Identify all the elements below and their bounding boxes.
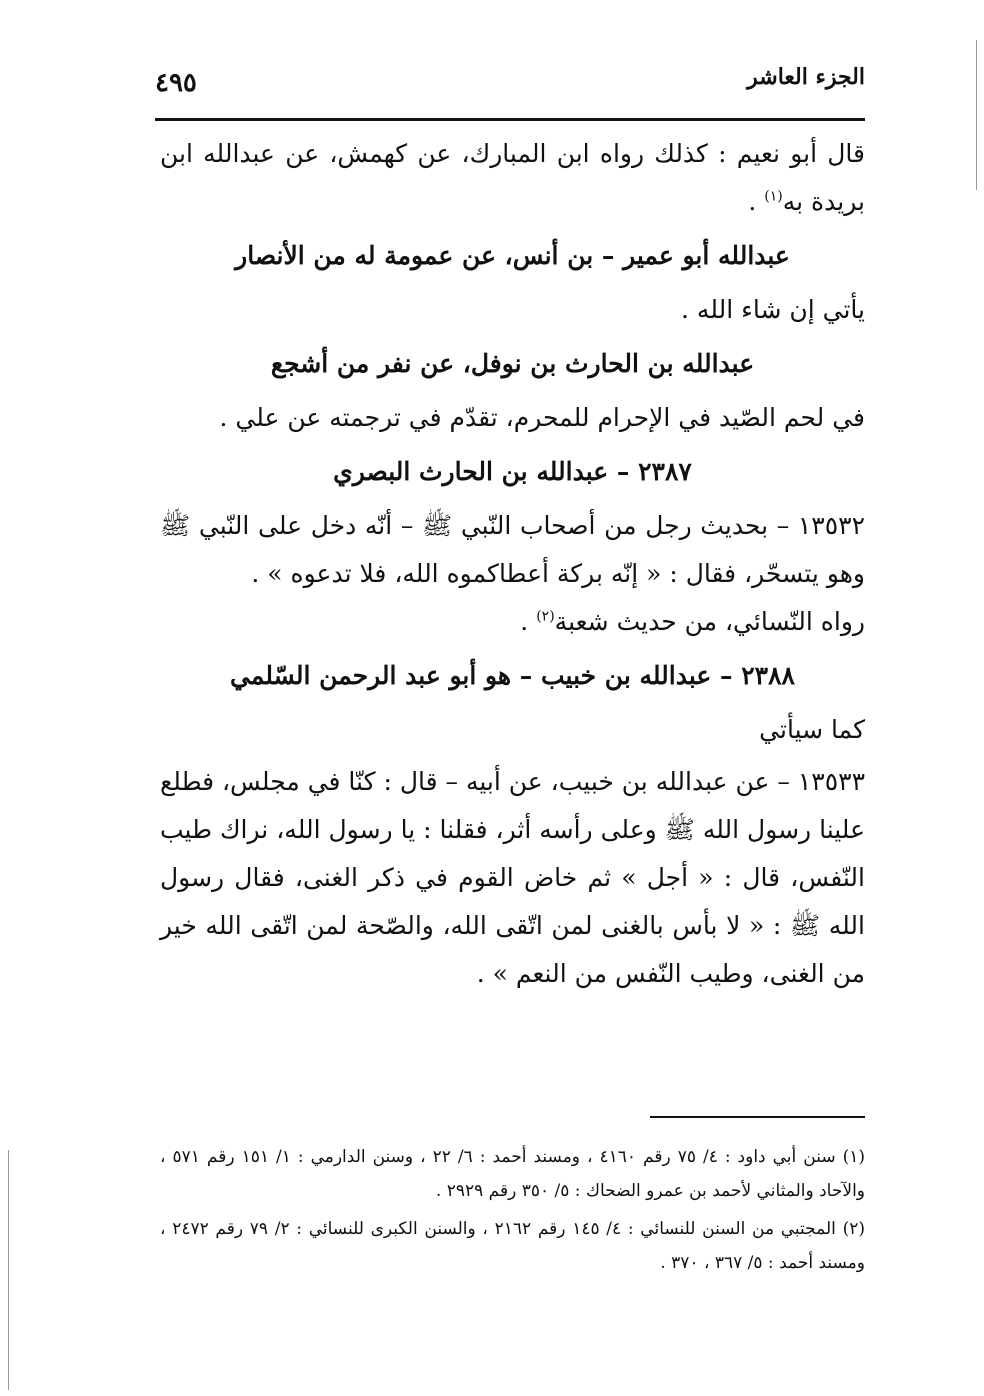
paragraph-text: قال أبو نعيم : كذلك رواه ابن المبارك، عن كهمش، عن عبدالله ابن بريدة به <box>160 139 865 216</box>
footnote: (٢) المجتبي من السنن للنسائي : ٤/ ١٤٥ رقم ٢١٦٢ ، والسنن الكبرى للنسائي : ٢/ ٧٩ رقم ٢٤٧٢ ، ومسند أحمد : ٥/ ٣٦٧ ، ٣٧٠ . <box>160 1219 865 1273</box>
paragraph: في لحم الصّيد في الإحرام للمحرم، تقدّم في ترجمته عن علي . <box>219 403 865 432</box>
footnote-ref: (٢) <box>536 608 555 625</box>
paragraph-end: . <box>748 187 765 216</box>
page-header <box>155 62 865 106</box>
paragraph-text: رواه النّسائي، من حديث شعبة <box>554 607 865 636</box>
paragraph: كما سيأتي <box>759 715 865 744</box>
paragraph <box>160 598 865 646</box>
paragraph <box>160 130 865 226</box>
paragraph: يأتي إن شاء الله . <box>681 295 865 324</box>
hadith-paragraph: ١٣٥٣٢ – بحديث رجل من أصحاب النّبي ﷺ – أنّه دخل على النّبي ﷺ وهو يتسحّر، فقال : « إنّه بركة أعطاكموه الله، فلا تدعوه » . <box>160 511 865 588</box>
paragraph-end: . <box>520 607 537 636</box>
hadith-paragraph: ١٣٥٣٣ – عن عبدالله بن خبيب، عن أبيه – قال : كنّا في مجلس، فطلع علينا رسول الله ﷺ وعلى رأسه أثر، فقلنا : يا رسول الله، نراك طيب النّفس، قال : « أجل » ثم خاض القوم في ذكر الغنى، فقال رسول الله ﷺ : « لا بأس بالغنى لمن اتّقى الله، والصّحة لمن اتّقى الله خير من الغنى، وطيب النّفس من النعم » . <box>160 767 865 988</box>
entry-heading: ٢٣٨٧ – عبدالله بن الحارث البصري <box>333 457 692 486</box>
main-text <box>160 130 865 998</box>
running-title: الجزء العاشر <box>747 64 865 90</box>
footnote: (١) سنن أبي داود : ٤/ ٧٥ رقم ٤١٦٠ ، ومسند أحمد : ٦/ ٢٢ ، وسنن الدارمي : ١/ ١٥١ رقم ٥٧١ ، والآحاد والمثاني لأحمد بن عمرو الضحاك : ٥/ ٣٥٠ رقم ٢٩٢٩ . <box>160 1147 865 1201</box>
entry-heading: ٢٣٨٨ – عبدالله بن خبيب – هو أبو عبد الرحمن السّلمي <box>230 661 795 690</box>
page-number: ٤٩٥ <box>155 68 197 98</box>
footnote-rule <box>650 1116 865 1118</box>
footnotes <box>160 1140 865 1284</box>
footnote-ref: (١) <box>764 188 783 205</box>
section-heading: عبدالله أبو عمير – بن أنس، عن عمومة له من الأنصار <box>235 241 790 270</box>
section-heading: عبدالله بن الحارث بن نوفل، عن نفر من أشجع <box>270 349 755 378</box>
scan-edge-mark <box>8 1150 9 1390</box>
header-rule <box>155 118 865 121</box>
scan-edge-mark <box>976 40 977 190</box>
